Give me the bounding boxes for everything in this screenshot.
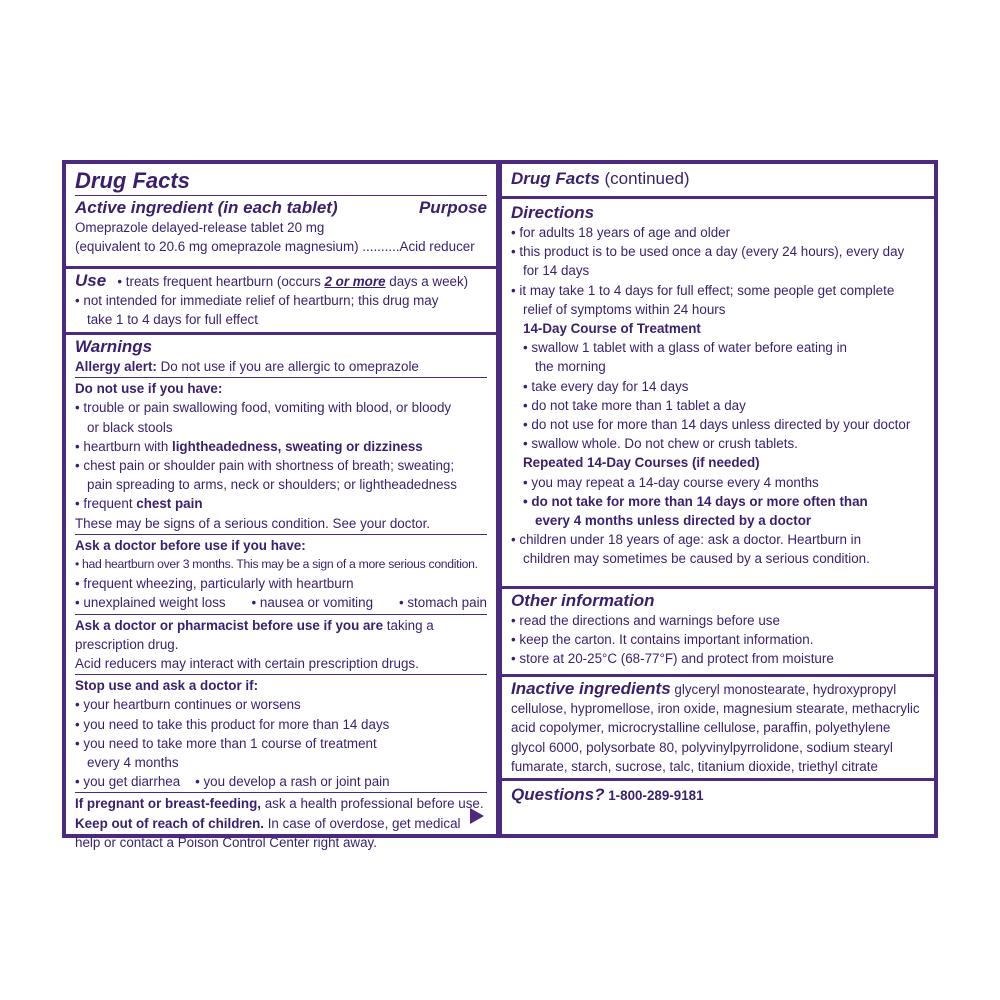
purpose-heading: Purpose <box>418 198 487 217</box>
active-ingredient-heading: Active ingredient (in each tablet) <box>75 198 338 217</box>
drug-facts-right-panel <box>498 160 938 838</box>
continue-arrow-icon <box>470 808 484 824</box>
warnings-heading: Warnings <box>75 337 153 356</box>
other-information-section: Other information • read the directions and warnings before use • keep the carton. It contains important information. • store at 20-25°C (68-77°F) and protect from moisture <box>502 590 934 669</box>
inactive-ingredients-heading: Inactive ingredients <box>511 679 671 698</box>
directions-section: Directions • for adults 18 years of age and older • this product is to be used once a day (every 24 hours), every day for 14 days • it may take 1 to 4 days for full effect; some people get complete relief of symptoms within 24 hours 14-Day Course of Treatment • swallow 1 tablet with a glass of water before eating in the morning • take every day for 14 days • do not take more than 1 tablet a day • do not use for more than 14 days unless directed by your doctor • swallow whole. Do not chew or crush tablets. Repeated 14-Day Courses (if needed) • you may repeat a 14-day course every 4 months • do not take for more than 14 days or more often than every 4 months unless directed by a doctor • children under 18 years of age: ask a doctor. Heartburn in children may sometimes be caused by a serious condition. <box>502 202 934 569</box>
active-ingredient-line: Omeprazole delayed-release tablet 20 mg <box>75 220 325 235</box>
use-heading: Use <box>75 271 107 290</box>
drug-facts-continued-title: Drug Facts <box>511 169 600 188</box>
use-frequency-emphasis: 2 or more <box>324 274 386 289</box>
use-section: Use • treats frequent heartburn (occurs 2 or more days a week) • not intended for immediate relief of heartburn; this drug may take 1 to 4 days for full effect <box>75 271 469 328</box>
course-heading: 14-Day Course of Treatment <box>523 321 701 337</box>
stop-use-heading: Stop use and ask a doctor if: <box>75 678 259 694</box>
drug-facts-title: Drug Facts <box>75 168 190 193</box>
do-not-use-heading: Do not use if you have: <box>75 381 223 397</box>
inactive-ingredients-section: Inactive ingredients glyceryl monostearate, hydroxypropyl cellulose, hypromellose, iron oxide, magnesium stearate, methacrylic acid copolymer, microcrystalline cellulose, paraffin, polyethylene glycol 6000, polysorbate 80, polyvinylpyrrolidone, sodium stearyl fumarate, starch, sucrose, talc, titanium dioxide, triethyl citrate <box>511 679 920 774</box>
questions-phone: 1-800-289-9181 <box>604 788 704 803</box>
active-ingredient-equivalent: (equivalent to 20.6 mg omeprazole magnesium) ..........Acid reducer <box>75 239 475 255</box>
repeat-course-heading: Repeated 14-Day Courses (if needed) <box>523 455 760 471</box>
ask-pharmacist-heading: Ask a doctor or pharmacist before use if you are <box>75 617 384 633</box>
drug-facts-header <box>66 168 496 256</box>
drug-facts-left-panel <box>62 160 500 850</box>
warnings-section: Warnings Allergy alert: Do not use if you are allergic to omeprazole Do not use if you have: • trouble or pain swallowing food, vomiting with blood, or bloody or black stools • heartburn with lightheadedness, sweating or dizziness • chest pain or shoulder pain with shortness of breath; sweating; pain spreading to arms, neck or shoulders; or lightheadedness • frequent chest pain These may be signs of a serious condition. See your doctor. Ask a doctor before use if you have: • had heartburn over 3 months. This may be a sign of a more serious condition. • frequent wheezing, particularly with heartburn • unexplained weight loss • nausea or vomiting • stomach pain Ask a doctor or pharmacist before use if you are taking a prescription drug. Acid reducers may interact with certain prescription drugs. Stop use and ask a doctor if: • your heartburn continues or worsens • you need to take this product for more than 14 days • you need to take more than 1 course of treatment every 4 months • you get diarrhea • you develop a rash or joint pain If pregnant or breast-feeding, ask a health professional before use. Keep out of reach of children. In case of overdose, get medical help or contact a Poison Control Center right away. <box>75 337 487 850</box>
drug-facts-continued-header: Drug Facts (continued) <box>511 169 690 188</box>
directions-heading: Directions <box>511 203 595 222</box>
questions-heading: Questions? <box>511 785 605 804</box>
questions-section <box>502 784 934 805</box>
other-information-heading: Other information <box>511 591 655 610</box>
ask-doctor-heading: Ask a doctor before use if you have: <box>75 537 306 553</box>
